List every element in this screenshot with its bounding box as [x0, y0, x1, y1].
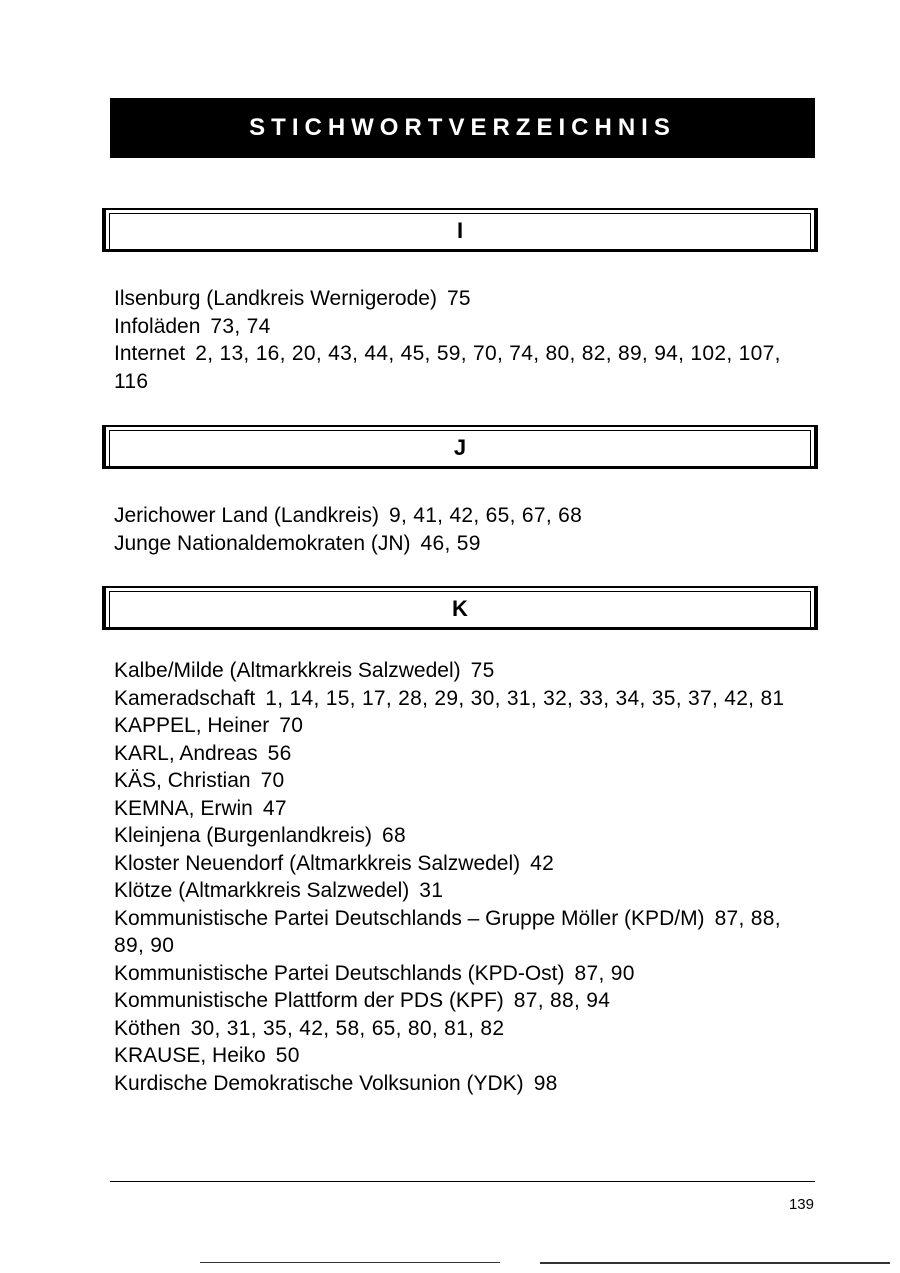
entry-term: Kurdische Demokratische Volksunion (YDK)	[114, 1071, 524, 1095]
section-entries-k	[114, 657, 804, 1097]
section-letter-k: K	[452, 596, 468, 621]
entry-term: Infoläden	[114, 314, 201, 338]
entry-pages: 47	[262, 796, 287, 820]
index-entry	[114, 822, 804, 850]
index-entry	[114, 685, 804, 713]
section-letter-j: J	[453, 435, 467, 460]
entry-term: Kleinjena (Burgenlandkreis)	[114, 824, 372, 847]
entry-term: Junge Nationaldemokraten (JN)	[114, 531, 411, 555]
index-entry	[114, 877, 804, 905]
index-entry	[114, 960, 804, 988]
section-letter-i: I	[456, 218, 464, 243]
entry-pages: 75	[470, 659, 495, 682]
entry-term: Kommunistische Partei Deutschlands (KPD-Ost)	[114, 961, 565, 985]
index-title: STICHWORTVERZEICHNIS	[249, 114, 676, 141]
entry-term: Kommunistische Partei Deutschlands – Gruppe Möller (KPD/M)	[114, 906, 705, 930]
entry-pages: 50	[275, 1044, 300, 1067]
entry-pages: 75	[446, 287, 471, 310]
index-entry	[114, 767, 804, 795]
index-entry	[114, 905, 804, 960]
entry-term: KRAUSE, Heiko	[114, 1044, 266, 1067]
index-entry	[114, 1070, 804, 1098]
index-entry	[114, 850, 804, 878]
entry-term: Köthen	[114, 1016, 181, 1040]
entry-term: Kloster Neuendorf (Altmarkkreis Salzwedel)	[114, 851, 521, 875]
entry-pages: 2, 13, 16, 20, 43, 44, 45, 59, 70, 74, 80, 82, 89, 94, 102, 107, 116	[114, 342, 781, 393]
section-header-i	[102, 208, 818, 252]
section-header-k	[102, 586, 818, 630]
section-header-j	[102, 425, 818, 469]
index-entry	[114, 530, 804, 558]
index-entry	[114, 285, 804, 313]
index-title-bar	[110, 98, 815, 158]
entry-pages: 46, 59	[420, 531, 481, 555]
entry-term: Klötze (Altmarkkreis Salzwedel)	[114, 879, 410, 902]
index-entry	[114, 795, 804, 823]
entry-term: KAPPEL, Heiner	[114, 714, 270, 737]
entry-pages: 30, 31, 35, 42, 58, 65, 80, 81, 82	[190, 1016, 505, 1040]
index-entry	[114, 340, 804, 395]
entry-pages: 1, 14, 15, 17, 28, 29, 30, 31, 32, 33, 34, 35, 37, 42, 81	[265, 686, 785, 710]
index-entry	[114, 657, 804, 685]
entry-term: KARL, Andreas	[114, 741, 258, 765]
entry-term: Kalbe/Milde (Altmarkkreis Salzwedel)	[114, 659, 461, 682]
entry-pages: 87, 88, 89, 90	[114, 906, 781, 957]
section-entries-j	[114, 502, 804, 557]
index-entry	[114, 987, 804, 1015]
entry-pages: 87, 88, 94	[513, 989, 611, 1012]
entry-pages: 68	[381, 824, 406, 847]
index-entry	[114, 1042, 804, 1070]
entry-pages: 73, 74	[210, 314, 271, 338]
entry-term: KEMNA, Erwin	[114, 796, 253, 820]
entry-pages: 56	[267, 741, 292, 765]
page-number: 139	[788, 1196, 814, 1213]
entry-term: Ilsenburg (Landkreis Wernigerode)	[114, 287, 437, 310]
index-entry	[114, 740, 804, 768]
entry-pages: 31	[419, 879, 444, 902]
section-entries-i	[114, 285, 804, 395]
index-entry	[114, 502, 804, 530]
entry-pages: 87, 90	[574, 961, 635, 985]
entry-pages: 9, 41, 42, 65, 67, 68	[388, 504, 583, 527]
entry-pages: 70	[279, 714, 304, 737]
entry-pages: 42	[530, 851, 555, 875]
index-entry	[114, 313, 804, 341]
entry-term: KÄS, Christian	[114, 769, 251, 792]
scan-artifact-line	[200, 1262, 500, 1263]
entry-pages: 98	[533, 1071, 558, 1095]
index-entry	[114, 1015, 804, 1043]
entry-term: Kameradschaft	[114, 686, 256, 710]
footer-divider	[110, 1181, 815, 1182]
entry-pages: 70	[260, 769, 285, 792]
scan-artifact-line	[540, 1262, 890, 1264]
entry-term: Kommunistische Plattform der PDS (KPF)	[114, 989, 504, 1012]
entry-term: Jerichower Land (Landkreis)	[114, 504, 379, 527]
entry-term: Internet	[114, 342, 186, 365]
index-entry	[114, 712, 804, 740]
